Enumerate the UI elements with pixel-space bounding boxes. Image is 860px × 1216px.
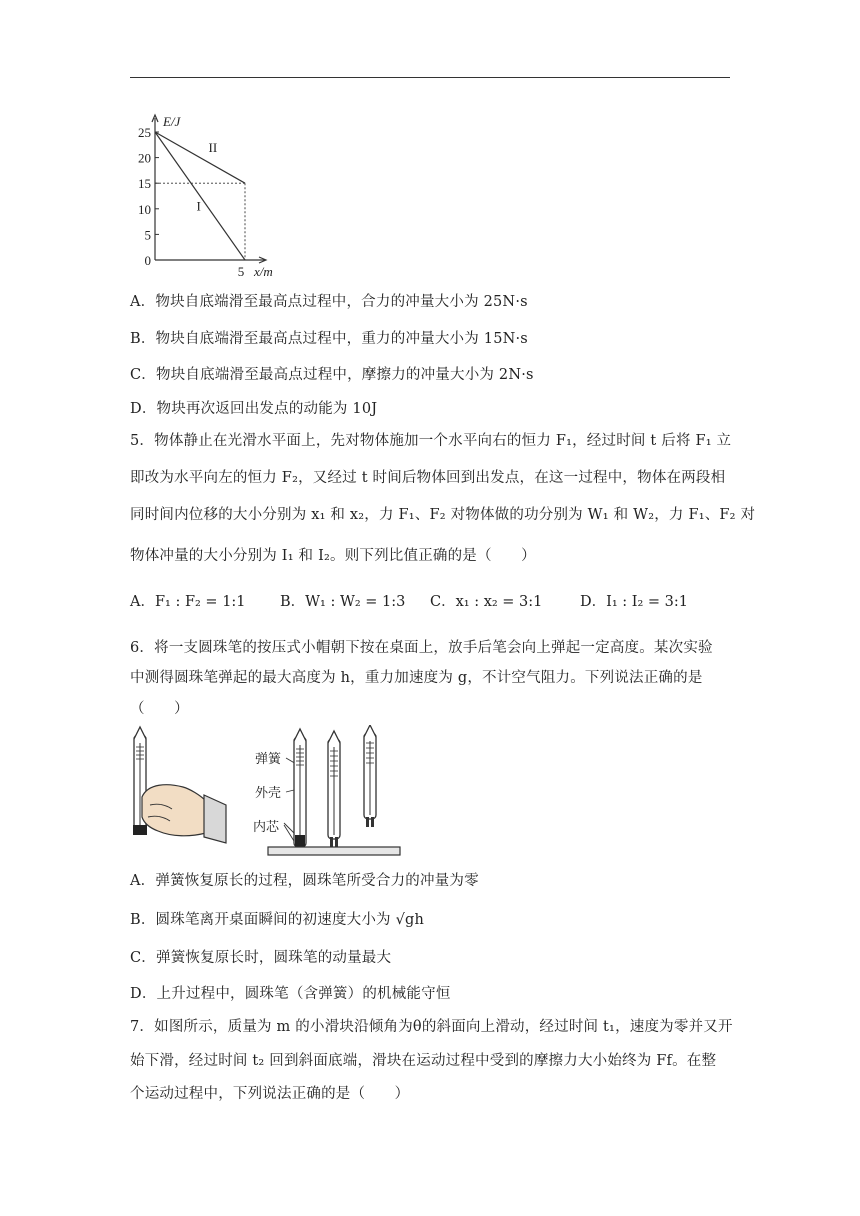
q6-option-c: C．弹簧恢复原长时，圆珠笔的动量最大 <box>130 950 392 966</box>
q6-line-2: 中测得圆珠笔弹起的最大高度为 h，重力加速度为 g，不计空气阻力。下列说法正确的是 <box>130 670 703 686</box>
q5-line-1: 5．物体静止在光滑水平面上，先对物体施加一个水平向右的恒力 F₁，经过时间 t 后将 F₁ 立 <box>130 433 732 449</box>
series-label-II: II <box>208 140 218 156</box>
q6-option-b: B．圆珠笔离开桌面瞬间的初速度大小为 √gh <box>130 912 425 928</box>
series-label-I: I <box>196 198 201 214</box>
ballpoint-pen-figure <box>128 725 408 860</box>
q7-line-3: 个运动过程中，下列说法正确的是（ ） <box>130 1086 410 1102</box>
pen-rising <box>328 731 340 847</box>
y-tick-label: 15 <box>138 176 151 192</box>
label-shell: 外壳 <box>255 786 282 801</box>
q5-line-4: 物体冲量的大小分别为 I₁ 和 I₂。则下列比值正确的是（ ） <box>130 548 536 564</box>
y-tick-label: 0 <box>144 253 151 268</box>
label-core: 内芯 <box>253 820 280 835</box>
table-surface <box>268 847 400 855</box>
q6-option-a: A．弹簧恢复原长的过程，圆珠笔所受合力的冲量为零 <box>130 873 479 889</box>
q5-option-c: C．x₁ : x₂ = 3:1 <box>430 594 543 610</box>
pen-in-hand-illustration <box>133 727 226 843</box>
series-line-I <box>155 132 245 260</box>
y-tick-label: 5 <box>144 227 151 243</box>
q7-line-1: 7．如图所示，质量为 m 的小滑块沿倾角为θ的斜面向上滑动，经过时间 t₁，速度为零并又开 <box>130 1019 733 1035</box>
header-rule <box>130 77 730 78</box>
q5-option-b: B．W₁ : W₂ = 1:3 <box>280 594 406 610</box>
y-tick-label: 20 <box>138 150 151 166</box>
x-axis-label: x/m <box>254 264 273 277</box>
q7-line-2: 始下滑，经过时间 t₂ 回到斜面底端，滑块在运动过程中受到的摩擦力大小始终为 Ff。在整 <box>130 1053 717 1069</box>
q4-option-a: A．物块自底端滑至最高点过程中，合力的冲量大小为 25N·s <box>130 294 528 310</box>
pen-airborne <box>364 725 376 827</box>
q6-line-3: （ ） <box>130 701 189 717</box>
y-tick-label: 10 <box>138 201 151 217</box>
q4-option-b: B．物块自底端滑至最高点过程中，重力的冲量大小为 15N·s <box>130 331 528 347</box>
label-spring: 弹簧 <box>255 752 282 767</box>
x-tick-label: 5 <box>237 264 245 277</box>
q4-option-d: D．物块再次返回出发点的动能为 10J <box>130 401 378 417</box>
q5-line-2: 即改为水平向左的恒力 F₂，又经过 t 时间后物体回到出发点，在这一过程中，物体在两段相 <box>130 470 726 486</box>
q5-option-d: D．I₁ : I₂ = 3:1 <box>580 594 689 610</box>
energy-displacement-chart <box>138 112 288 277</box>
pen-compressed <box>294 729 306 847</box>
q5-line-3: 同时间内位移的大小分别为 x₁ 和 x₂，力 F₁、F₂ 对物体做的功分别为 W₁ 和 W₂，力 F₁、F₂ 对 <box>130 507 756 523</box>
q4-option-c: C．物块自底端滑至最高点过程中，摩擦力的冲量大小为 2N·s <box>130 367 534 383</box>
y-axis-label: E/J <box>163 114 181 129</box>
y-tick-label: 25 <box>138 125 151 140</box>
series-line-II <box>155 132 245 183</box>
q5-option-a: A．F₁ : F₂ = 1:1 <box>130 594 246 610</box>
q6-line-1: 6．将一支圆珠笔的按压式小帽朝下按在桌面上，放手后笔会向上弹起一定高度。某次实验 <box>130 640 713 656</box>
q6-option-d: D．上升过程中，圆珠笔（含弹簧）的机械能守恒 <box>130 986 451 1002</box>
